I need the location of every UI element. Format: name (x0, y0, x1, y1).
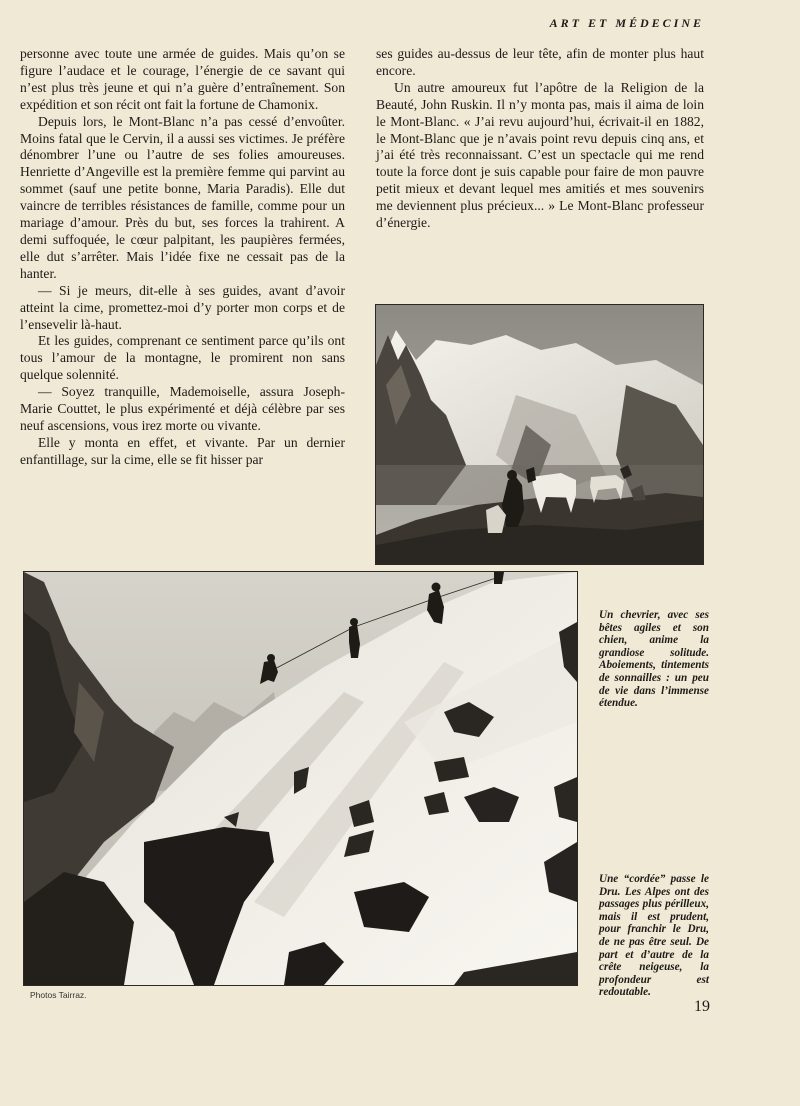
goatherd-photo-caption: Un chevrier, avec ses bêtes agiles et son chien, anime la grandiose solitude. Aboiements, tintements de sonnailles : un peu de vie dans l’immense étendue. (599, 609, 709, 710)
paragraph: ses guides au-dessus de leur tête, afin de monter plus haut encore. (376, 46, 704, 78)
right-text-column (376, 46, 704, 232)
paragraph: Et les guides, comprenant ce sentiment parce qu’ils ont tous l’amour de la montagne, le promirent non sans quelque solennité. (20, 333, 345, 383)
paragraph: Elle y monta en effet, et vivante. Par un dernier enfantillage, sur la cime, elle se fit hisser par (20, 434, 345, 467)
climbers-photo (24, 572, 577, 985)
goatherd-photo (376, 305, 703, 564)
paragraph: Un autre amoureux fut l’apôtre de la Religion de la Beauté, John Ruskin. Il n’y monta pas, mais il aima de loin le Mont-Blanc. « J’ai revu aujourd’hui, écrivait-il en 1882, le Mont-Blanc que je n’avais point revu depuis cinq ans, et j’ai été très reconnaissant. C’est un spectacle qui me rend toute la force dont je suis capable pour faire de mon pauvre petit mieux et devant lequel mes amitiés et mes souvenirs me deviennent plus précieux... » Le Mont-Blanc professeur d’énergie. (376, 79, 704, 231)
climbers-photo-caption: Une “cordée” passe le Dru. Les Alpes ont des passages plus périlleux, mais il est prudent, pour franchir le Dru, de ne pas être seul. De part et d’autre de la crête neigeuse, la profondeur est redoutable. (599, 873, 709, 999)
page-number: 19 (694, 998, 710, 1015)
running-head: ART ET MÉDECINE (549, 16, 704, 30)
photo-credit: Photos Tairraz. (30, 990, 87, 1000)
paragraph: — Soyez tranquille, Mademoiselle, assura Joseph-Marie Couttet, le plus expérimenté et déjà célèbre par ses neuf ascensions, vous irez morte ou vivante. (20, 384, 345, 433)
paragraph: personne avec toute une armée de guides. Mais qu’on se figure l’audace et le courage, l’énergie de ce savant qui n’est plus très jeune et qui n’a guère d’entraînement. Son expédition et son récit ont fait la fortune de Chamonix. (20, 46, 345, 112)
paragraph: — Si je meurs, dit-elle à ses guides, avant d’avoir atteint la cime, promettez-moi d’y porter mon corps et de l’ensevelir là-haut. (20, 282, 345, 332)
paragraph: Depuis lors, le Mont-Blanc n’a pas cessé d’envoûter. Moins fatal que le Cervin, il a aussi ses victimes. Je préfère dénombrer l’une ou l’autre de ses folies amoureuses. Henriette d’Angeville est la première femme qui parvint au sommet (sauf une petite bonne, Maria Paradis). Elle dut vaincre de terribles résistances de famille, comme pour un mariage d’amour. Près du but, ses forces la trahirent. A demi suffoquée, le cœur palpitant, les paupières fermées, elle dut s’arrêter. Mais l’idée fixe ne cessait pas de la hanter. (20, 113, 345, 281)
left-text-column (20, 46, 345, 469)
